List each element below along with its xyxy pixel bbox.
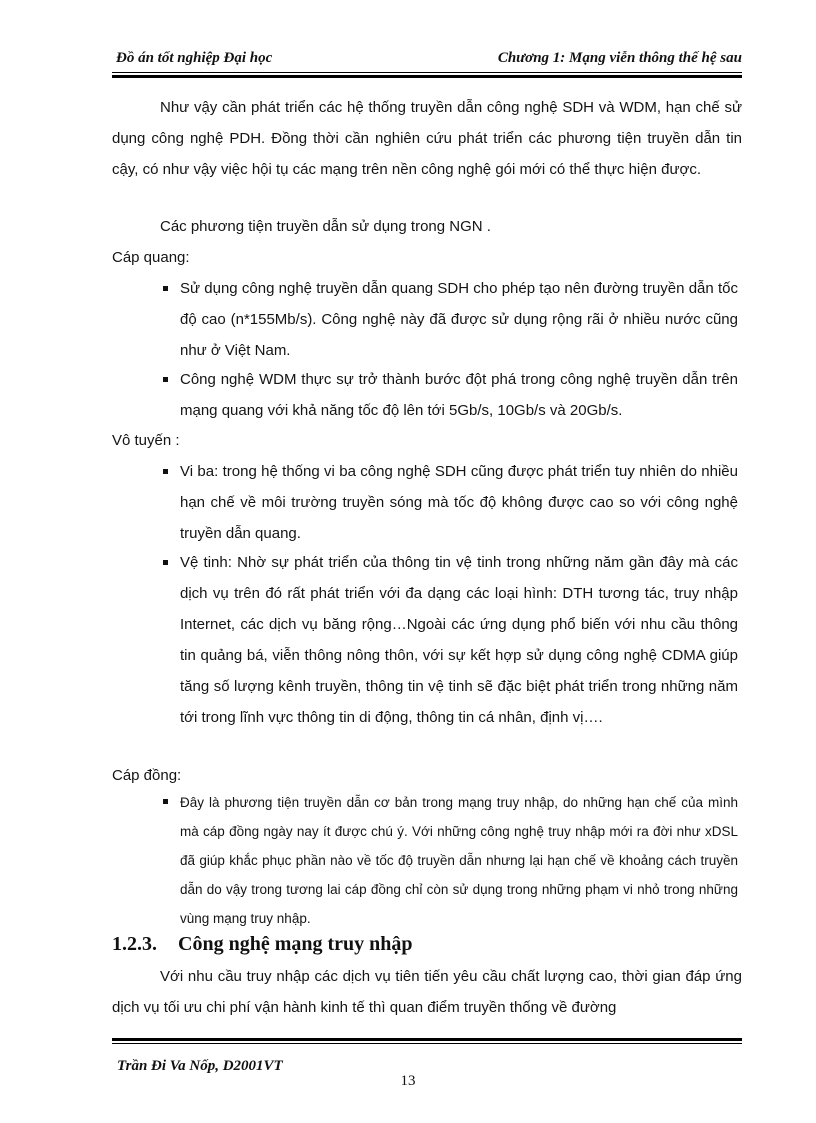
bullet-icon (163, 469, 168, 474)
header-document-title: Đồ án tốt nghiệp Đại học (116, 50, 273, 66)
section-heading (112, 930, 742, 958)
page-header (112, 50, 742, 70)
fiber-item-sdh: Sử dụng công nghệ truyền dẫn quang SDH cho phép tạo nên đường truyền dẫn tốc độ cao (n*155Mb/s). Công nghệ này đã được sử dụng rộng rãi ở nhiều nước cũng như ở Việt Nam. (180, 280, 738, 359)
page-number: 13 (400, 1073, 416, 1089)
section-title: Công nghệ mạng truy nhập (178, 933, 413, 955)
header-rule-thin (112, 72, 742, 73)
fiber-item-wdm: Công nghệ WDM thực sự trở thành bước đột phá trong công nghệ truyền dẫn trên mạng quang với khả năng tốc độ lên tới 5Gb/s, 10Gb/s và 20Gb/s. (180, 371, 738, 419)
footer-rule-thin (112, 1043, 742, 1044)
copper-item: Đây là phương tiện truyền dẫn cơ bản trong mạng truy nhập, do những hạn chế của mình mà cáp đồng ngày nay ít được chú ý. Với những công nghệ truy nhập mới ra đời như xDSL đã giúp khắc phục phần nào về tốc độ truyền dẫn nhưng lại hạn chế về khoảng cách truyền dẫn do vậy trong tương lai cáp đồng chỉ còn sử dụng trong những phạm vi nhỏ trong những vùng mạng truy nhập. (180, 795, 738, 926)
footer-author: Trần Đi Va Nốp, D2001VT (117, 1058, 283, 1074)
wireless-item-satellite: Vệ tinh: Nhờ sự phát triển của thông tin vệ tinh trong những năm gần đây mà các dịch vụ trên đó rất phát triển với đa dạng các loại hình: DTH tương tác, truy nhập Internet, các dịch vụ băng rộng…Ngoài các ứng dụng phổ biến với nhu cầu thông tin quảng bá, viễn thông nông thôn, với sự kết hợp sử dụng công nghệ CDMA giúp tăng số lượng kênh truyền, thông tin vệ tinh sẽ đặc biệt phát triển trong những năm tới trong lĩnh vực thông tin di động, thông tin cá nhân, định vị…. (180, 554, 738, 726)
bullet-icon (163, 286, 168, 291)
section-number: 1.2.3. (112, 933, 157, 955)
bullet-icon (163, 377, 168, 382)
wireless-item-microwave: Vi ba: trong hệ thống vi ba công nghệ SDH cũng được phát triển tuy nhiên do nhiều hạn chế về môi trường truyền sóng mà tốc độ không được cao so với công nghệ truyền dẫn quang. (180, 463, 738, 542)
fiber-label: Cáp quang: (112, 249, 190, 266)
closing-paragraph: Với nhu cầu truy nhập các dịch vụ tiên tiến yêu cầu chất lượng cao, thời gian đáp ứng dịch vụ tối ưu chi phí vận hành kinh tế thì quan điểm truyền thống về đường (112, 968, 742, 1016)
copper-label: Cáp đồng: (112, 767, 182, 784)
bullet-icon (163, 560, 168, 565)
intro-lead-sentence: Các phương tiện truyền dẫn sử dụng trong NGN . (160, 218, 491, 235)
bullet-icon (163, 799, 168, 804)
footer-rule-thick (112, 1038, 742, 1041)
intro-paragraph: Như vậy cần phát triển các hệ thống truyền dẫn công nghệ SDH và WDM, hạn chế sử dụng công nghệ PDH. Đồng thời cần nghiên cứu phát triển các phương tiện truyền dẫn tin cậy, có như vậy việc hội tụ các mạng trên nền công nghệ gói mới có thể thực hiện được. (112, 99, 742, 178)
header-rule-thick (112, 75, 742, 78)
wireless-label: Vô tuyến : (112, 432, 180, 449)
header-chapter-title: Chương 1: Mạng viễn thông thế hệ sau (497, 50, 742, 66)
